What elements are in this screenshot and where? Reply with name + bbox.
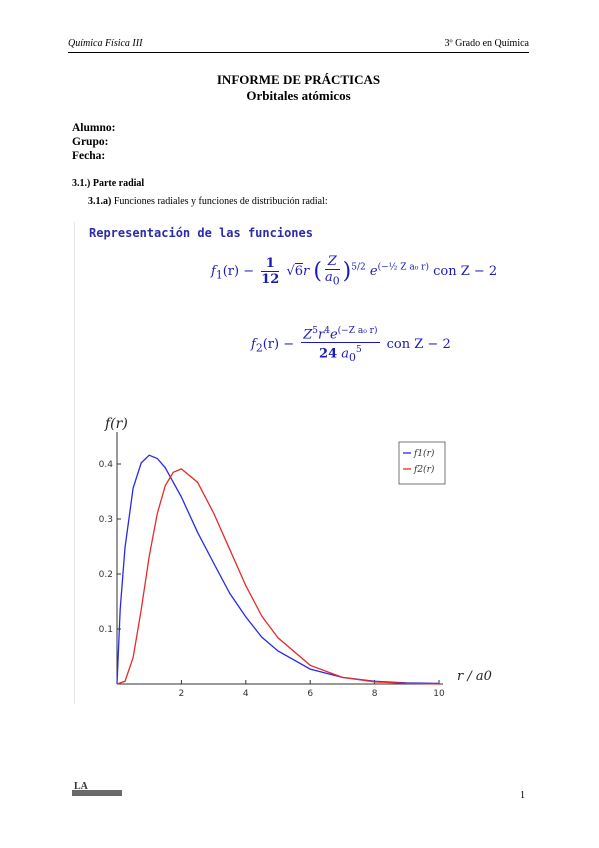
legend-label: f1(r) <box>414 449 435 459</box>
grupo-label: Grupo: <box>72 136 109 148</box>
university-logo <box>72 780 122 798</box>
series-line-1 <box>117 455 439 684</box>
fecha-label: Fecha: <box>72 150 106 162</box>
page-number: 1 <box>520 790 525 801</box>
eq2-den: 24 <box>319 346 338 362</box>
legend-label: f2(r) <box>414 465 435 475</box>
subsection <box>88 196 328 207</box>
notebook-output <box>74 222 531 704</box>
eq1-coef <box>261 256 279 287</box>
eq1-sqrt: √6r <box>286 263 310 279</box>
eq1-z-over-a: $\frac{Z}{a_0}$ <box>325 254 340 288</box>
alumno-label: Alumno: <box>72 122 116 134</box>
subsection-text: Funciones radiales y funciones de distribución radial: <box>113 196 328 207</box>
header-degree: 3º Grado en Química <box>444 38 529 49</box>
notebook-title: Representación de las funciones <box>89 226 313 240</box>
eq1-condition: con Z − 2 <box>433 263 498 279</box>
header-course: Química Física III <box>68 38 143 49</box>
x-tick-label: 8 <box>371 689 378 699</box>
page-header <box>68 38 529 53</box>
x-tick-label: 4 <box>242 689 249 699</box>
equation-f1: $f_1(r)$ − $\frac{1}{12}$ √6r ( $\frac{Z}{a_0}$ )$^{5/2}$ $e^{(-\frac{1}{2} Z a_0 r)}$ con Z − 2 <box>211 254 498 288</box>
eq1-var: (r) <box>222 263 240 279</box>
y-tick-label: 0.2 <box>98 570 113 580</box>
report-title-main: INFORME DE PRÁCTICAS <box>216 72 381 87</box>
radial-function-chart <box>75 402 531 702</box>
x-tick-label: 2 <box>178 689 185 699</box>
eq1-coef-num: 1 <box>261 256 279 272</box>
eq1-coef-den: 12 <box>261 271 280 287</box>
eq2-lhs-sub: 2 <box>255 341 263 355</box>
logo-mark <box>72 780 122 798</box>
x-axis-label: r / a0 <box>457 669 492 684</box>
eq1-lhs: f <box>211 263 216 279</box>
report-title <box>68 72 529 104</box>
subsection-label: 3.1.a) <box>88 196 112 207</box>
y-tick-label: 0.4 <box>98 460 113 470</box>
x-tick-label: 10 <box>433 689 445 699</box>
eq2-fraction: $\frac{Z^5r^4e^{(-Z a_0 r)}}{24 a_0^5}$ <box>303 326 378 365</box>
section-heading: 3.1.) Parte radial <box>72 178 145 189</box>
y-tick-label: 0.3 <box>98 515 113 525</box>
x-tick-label: 6 <box>307 689 314 699</box>
eq2-condition: con Z − 2 <box>386 337 451 353</box>
eq1-lhs-sub: 1 <box>215 268 223 282</box>
y-axis-label: f(r) <box>105 416 128 432</box>
logo-text: LA <box>74 781 88 792</box>
report-title-sub: Orbitales atómicos <box>246 88 351 103</box>
eq2-var: (r) <box>262 337 280 353</box>
eq2-lhs: f <box>251 337 256 353</box>
y-tick-label: 0.1 <box>98 625 113 635</box>
equation-f2: $f_2(r)$ − $\frac{Z^5r^4e^{(-Z a_0 r)}}{24 a_0^5}$ con Z − 2 <box>251 326 451 365</box>
student-info <box>72 121 115 163</box>
